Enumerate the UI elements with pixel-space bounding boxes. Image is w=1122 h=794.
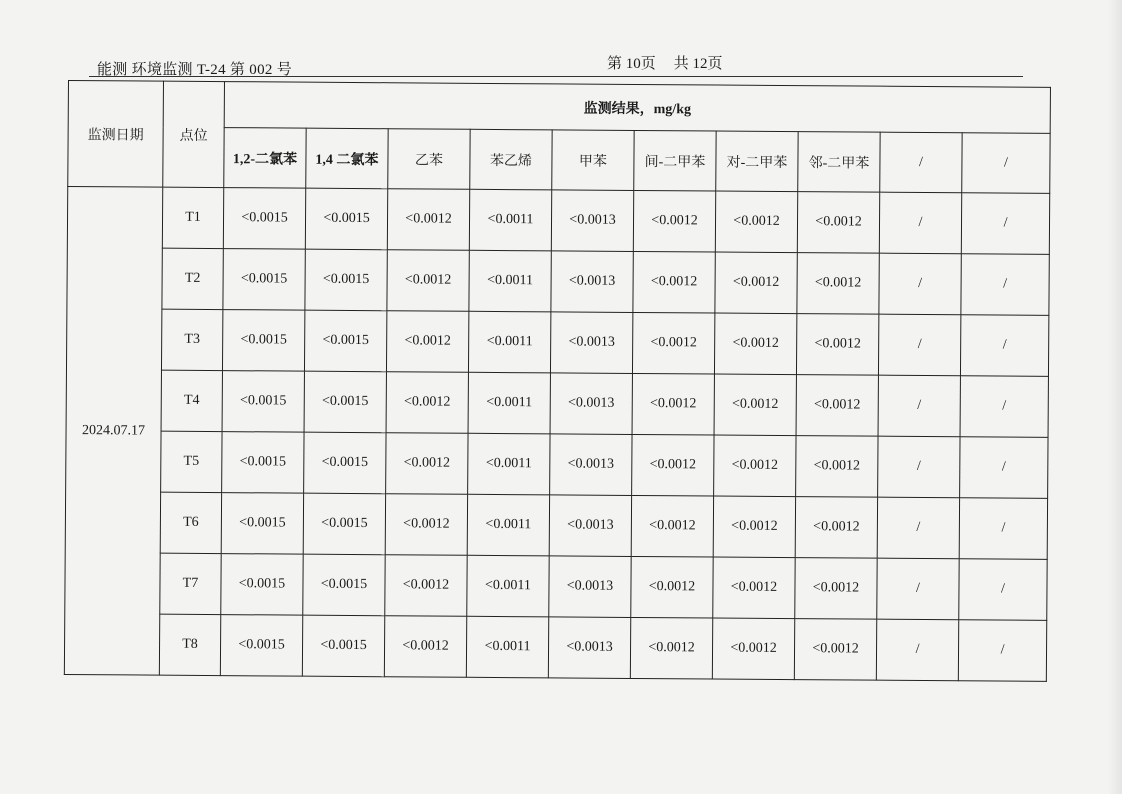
column-header: 甲苯 [552, 130, 634, 191]
column-header: / [880, 132, 962, 193]
result-cell: <0.0012 [714, 374, 796, 436]
result-cell: <0.0011 [468, 372, 550, 434]
result-cell: <0.0012 [797, 192, 879, 254]
point-cell: T7 [160, 553, 221, 614]
table-row [67, 187, 1049, 255]
result-cell: <0.0012 [713, 496, 795, 558]
result-cell: <0.0012 [796, 436, 878, 498]
result-cell: <0.0013 [550, 373, 632, 435]
result-cell: / [960, 315, 1048, 377]
result-cell: <0.0011 [468, 311, 550, 373]
result-cell: <0.0015 [221, 493, 303, 555]
point-cell: T4 [161, 370, 222, 431]
result-cell: / [961, 193, 1049, 255]
point-cell: T8 [159, 614, 220, 675]
point-cell: T5 [161, 431, 222, 492]
result-cell: <0.0012 [387, 250, 469, 312]
result-cell: / [959, 498, 1047, 560]
result-cell: <0.0012 [387, 189, 469, 251]
table-row [64, 613, 1046, 681]
result-cell: / [878, 436, 960, 498]
result-cell: <0.0012 [796, 375, 878, 437]
result-cell: <0.0012 [633, 190, 715, 252]
result-cell: <0.0012 [714, 313, 796, 375]
column-header: 间-二甲苯 [634, 130, 716, 191]
result-cell: <0.0012 [630, 617, 712, 679]
result-cell: <0.0012 [714, 435, 796, 497]
result-cell: <0.0015 [303, 493, 385, 555]
result-cell: <0.0012 [386, 311, 468, 373]
result-cell: <0.0012 [715, 252, 797, 314]
result-cell: <0.0015 [222, 432, 304, 494]
result-cell: <0.0013 [551, 251, 633, 313]
result-cell: <0.0011 [467, 494, 549, 556]
result-cell: <0.0012 [632, 434, 714, 496]
result-cell: <0.0012 [632, 373, 714, 435]
monitoring-results-table [64, 80, 1051, 682]
results-header: 监测结果，mg/kg [224, 82, 1050, 134]
point-header: 点位 [163, 81, 225, 187]
result-cell: <0.0011 [467, 555, 549, 617]
report-code: 能测 环境监测 T-24 第 002 号 [97, 62, 293, 78]
table-row [66, 369, 1048, 437]
result-cell: <0.0012 [712, 618, 794, 680]
result-cell: <0.0012 [386, 433, 468, 495]
result-cell: <0.0015 [304, 371, 386, 433]
page-edge-shadow [1108, 0, 1122, 794]
result-cell: <0.0013 [551, 190, 633, 252]
result-cell: <0.0012 [713, 557, 795, 619]
result-cell: <0.0015 [304, 310, 386, 372]
result-cell: <0.0015 [305, 188, 387, 250]
result-cell: / [876, 619, 958, 681]
result-cell: <0.0012 [386, 372, 468, 434]
page-indicator [607, 52, 723, 73]
result-cell: <0.0012 [385, 494, 467, 556]
result-cell: <0.0015 [304, 432, 386, 494]
result-cell: / [877, 558, 959, 620]
result-cell: <0.0013 [549, 495, 631, 557]
result-cell: <0.0011 [469, 189, 551, 251]
result-cell: / [879, 192, 961, 254]
result-cell: / [879, 253, 961, 315]
page-current: 第 10页 [607, 56, 656, 72]
result-cell: <0.0012 [633, 251, 715, 313]
table-row [65, 491, 1047, 559]
point-cell: T1 [162, 187, 223, 248]
result-cell: <0.0015 [222, 371, 304, 433]
table-row [66, 308, 1048, 376]
result-cell: / [878, 314, 960, 376]
result-cell: <0.0013 [550, 434, 632, 496]
result-cell: <0.0013 [549, 556, 631, 618]
results-body [64, 187, 1049, 682]
result-cell: / [959, 559, 1047, 621]
result-cell: <0.0012 [632, 312, 714, 374]
result-cell: <0.0012 [795, 558, 877, 620]
column-header: 对-二甲苯 [716, 131, 798, 192]
point-cell: T6 [160, 492, 221, 553]
result-cell: <0.0015 [222, 310, 304, 372]
column-header: 乙苯 [388, 129, 470, 190]
result-cell: / [877, 497, 959, 559]
column-header: 苯乙烯 [470, 129, 552, 190]
result-cell: <0.0015 [223, 188, 305, 250]
result-cell: <0.0011 [466, 616, 548, 678]
result-cell: <0.0015 [221, 554, 303, 616]
table-row [65, 552, 1047, 620]
result-cell: / [960, 376, 1048, 438]
result-cell: <0.0012 [715, 191, 797, 253]
result-cell: / [960, 437, 1048, 499]
result-cell: <0.0012 [796, 314, 878, 376]
result-cell: <0.0015 [302, 615, 384, 677]
result-cell: <0.0015 [305, 249, 387, 311]
column-header: / [962, 133, 1050, 194]
header-rule [89, 76, 1023, 77]
result-cell: <0.0015 [223, 249, 305, 311]
result-cell: <0.0012 [631, 556, 713, 618]
table-row [66, 430, 1048, 498]
result-cell: / [961, 254, 1049, 316]
result-cell: / [878, 375, 960, 437]
column-header: 邻-二甲苯 [798, 132, 880, 193]
result-cell: <0.0012 [385, 555, 467, 617]
result-cell: <0.0011 [468, 433, 550, 495]
column-header: 1,2-二氯苯 [224, 128, 306, 189]
monitoring-date: 2024.07.17 [64, 187, 162, 676]
result-cell: <0.0015 [220, 615, 302, 677]
result-cell: <0.0012 [794, 619, 876, 681]
result-cell: <0.0012 [631, 495, 713, 557]
result-cell: <0.0012 [384, 616, 466, 678]
result-cell: / [958, 620, 1046, 682]
result-cell: <0.0013 [550, 312, 632, 374]
column-header: 1,4 二氯苯 [306, 128, 388, 189]
point-cell: T2 [162, 248, 223, 309]
result-cell: <0.0011 [469, 250, 551, 312]
result-cell: <0.0012 [795, 497, 877, 559]
result-cell: <0.0012 [797, 253, 879, 315]
page-total: 共 12页 [673, 56, 723, 72]
result-cell: <0.0013 [548, 617, 630, 679]
date-header: 监测日期 [68, 81, 164, 188]
point-cell: T3 [161, 309, 222, 370]
result-cell: <0.0015 [303, 554, 385, 616]
table-row [67, 247, 1049, 315]
